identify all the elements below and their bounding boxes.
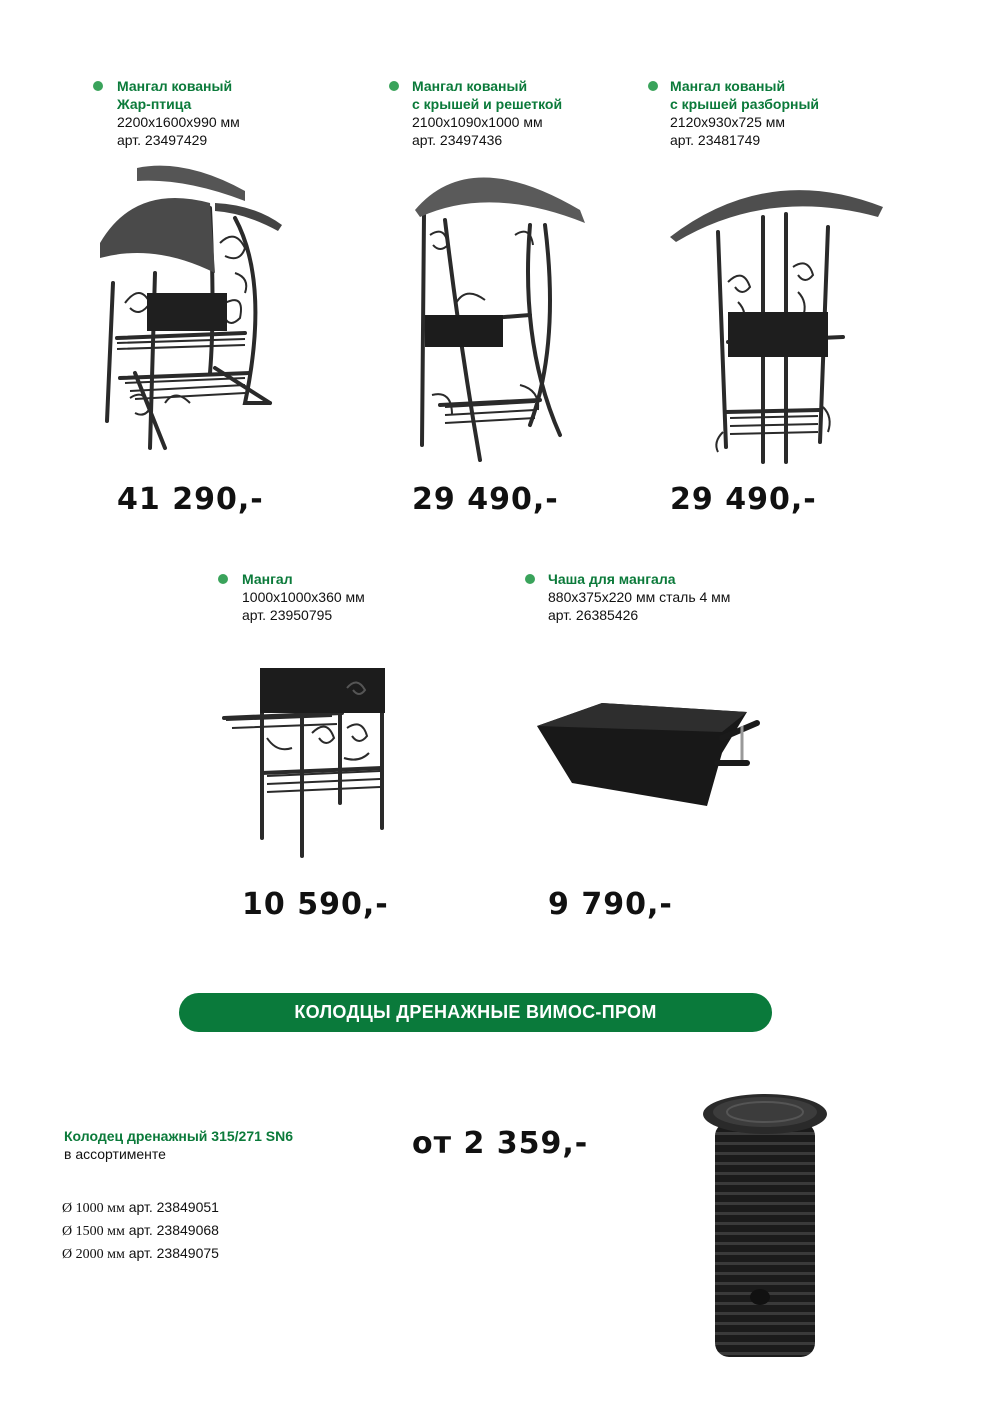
variant-diameter: Ø 1500 мм bbox=[62, 1224, 125, 1239]
product-name-line2: Жар-птица bbox=[117, 96, 192, 112]
well-price: от 2 359,- bbox=[412, 1126, 589, 1161]
product-sku: арт. 26385426 bbox=[548, 607, 639, 623]
product-name: Мангал bbox=[242, 571, 293, 587]
section-banner: КОЛОДЦЫ ДРЕНАЖНЫЕ ВИМОС-ПРОМ bbox=[179, 993, 772, 1032]
product-sku: арт. 23497436 bbox=[412, 132, 503, 148]
well-variant bbox=[62, 1222, 219, 1240]
well-name: Колодец дренажный 315/271 SN6 bbox=[64, 1128, 294, 1144]
well-info bbox=[64, 1127, 293, 1163]
product-info bbox=[670, 77, 819, 149]
bullet-icon bbox=[93, 81, 103, 91]
product-name-line1: Мангал кованый bbox=[412, 78, 528, 94]
product-price: 41 290,- bbox=[117, 482, 264, 517]
bullet-icon bbox=[525, 574, 535, 584]
grill-simple-image bbox=[222, 658, 390, 858]
variant-sku: арт. 23849075 bbox=[128, 1245, 219, 1261]
product-name-line2: с крышей разборный bbox=[670, 96, 820, 112]
drainage-well-image bbox=[700, 1092, 830, 1364]
variant-diameter: Ø 1000 мм bbox=[62, 1201, 125, 1216]
grill-roof-collapsible-image bbox=[668, 182, 886, 467]
product-name-line1: Мангал кованый bbox=[117, 78, 233, 94]
grill-bowl-image bbox=[532, 698, 764, 808]
variant-diameter: Ø 2000 мм bbox=[62, 1247, 125, 1262]
well-subtitle: в ассортименте bbox=[64, 1146, 166, 1162]
product-sku: арт. 23497429 bbox=[117, 132, 208, 148]
bullet-icon bbox=[389, 81, 399, 91]
product-info bbox=[548, 570, 730, 624]
grill-firebird-image bbox=[95, 163, 290, 458]
product-sku: арт. 23481749 bbox=[670, 132, 761, 148]
bullet-icon bbox=[648, 81, 658, 91]
variant-sku: арт. 23849051 bbox=[128, 1199, 219, 1215]
product-dimensions: 2200x1600x990 мм bbox=[117, 114, 240, 130]
product-price: 10 590,- bbox=[242, 887, 389, 922]
bullet-icon bbox=[218, 574, 228, 584]
product-name: Чаша для мангала bbox=[548, 571, 676, 587]
product-info bbox=[117, 77, 240, 149]
well-variant bbox=[62, 1245, 219, 1263]
product-price: 9 790,- bbox=[548, 887, 673, 922]
product-info bbox=[242, 570, 365, 624]
product-dimensions: 2120x930x725 мм bbox=[670, 114, 786, 130]
product-name-line1: Мангал кованый bbox=[670, 78, 786, 94]
well-variant bbox=[62, 1199, 219, 1217]
product-dimensions: 880x375x220 мм сталь 4 мм bbox=[548, 589, 731, 605]
variant-sku: арт. 23849068 bbox=[128, 1222, 219, 1238]
product-price: 29 490,- bbox=[670, 482, 817, 517]
product-info bbox=[412, 77, 562, 149]
product-name-line2: с крышей и решеткой bbox=[412, 96, 563, 112]
product-sku: арт. 23950795 bbox=[242, 607, 333, 623]
product-dimensions: 2100x1090x1000 мм bbox=[412, 114, 543, 130]
product-dimensions: 1000x1000x360 мм bbox=[242, 589, 365, 605]
product-price: 29 490,- bbox=[412, 482, 559, 517]
grill-roof-grate-image bbox=[410, 165, 590, 465]
